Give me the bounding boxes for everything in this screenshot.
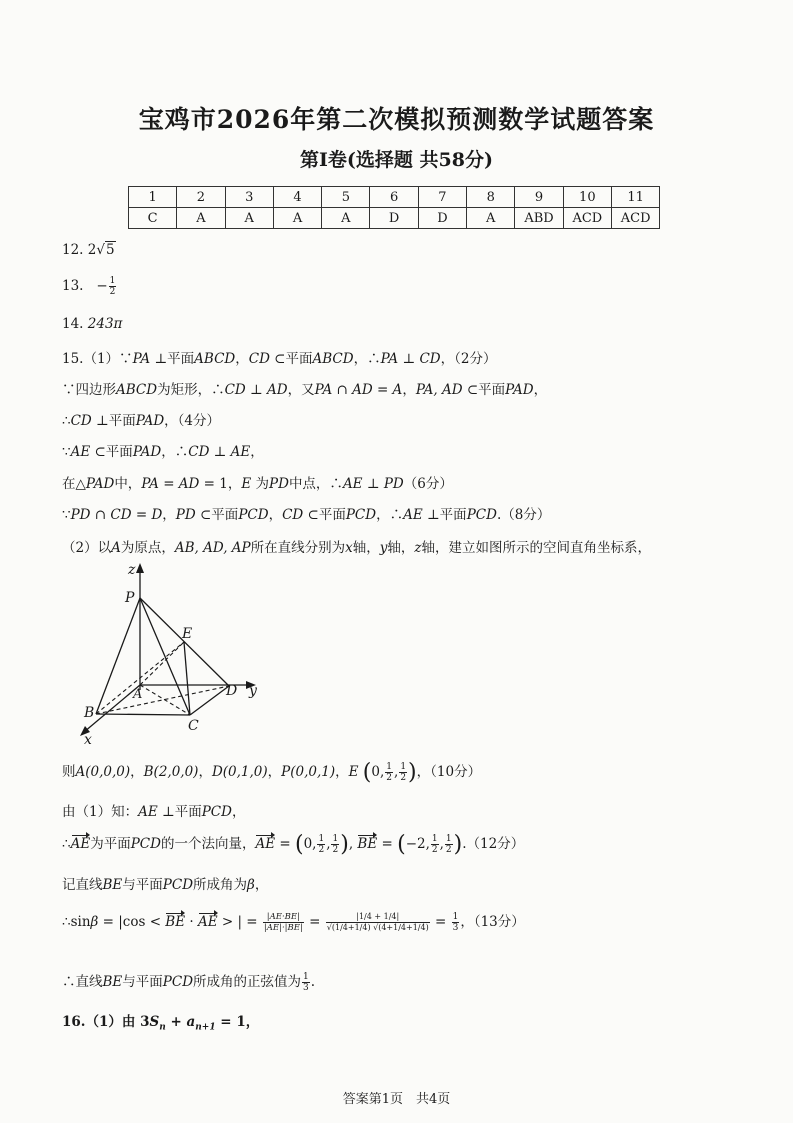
question-number: 12. [62,242,84,258]
table-cell: 11 [611,187,659,208]
known-line: 由（1）知：AE ⊥平面PCD， [62,804,246,820]
q15-line-2: ∵四边形ABCD为矩形，∴CD ⊥ AD，又PA ∩ AD = A，PA, AD ⊂平面PAD， [62,382,548,398]
answer-13 [62,276,117,297]
section-title: 第Ⅰ卷(选择题 共58分) [300,149,493,171]
table-cell: A [322,208,370,229]
question-number: 13. [62,278,84,294]
q15-line-1: 15.（1）∵PA ⊥平面ABCD，CD ⊂平面ABCD，∴PA ⊥ CD，（2分） [62,351,497,367]
fraction: $\frac{1}{2}$ [109,276,116,297]
table-row-numbers [129,187,660,208]
label-B: B [84,705,95,721]
label-E: E [182,626,193,642]
q15-line-3: ∴CD ⊥平面PAD，（4分） [62,413,221,429]
label-x: x [84,732,92,745]
q15-line-5: 在△PAD中，PA = AD = 1，E 为PD中点，∴AE ⊥ PD（6分） [62,476,453,492]
sign: − [96,278,108,294]
edge-PC [140,598,193,715]
answer-12: 12. 2√5 [62,242,115,258]
label-z: z [128,562,136,578]
normal-vector-line: ∴AE为平面PCD的一个法向量，AE = (0, $\frac{1}{2}$ , $\frac{1}{2}$ ), BE = (−2, $\frac{1}{2}$ , $\frac{1}{2}$ ).（12分） [62,832,525,857]
answer-table [128,186,660,229]
table-cell: D [370,208,418,229]
label-P: P [125,590,135,606]
table-cell: 10 [563,187,611,208]
q15-line-4: ∵AE ⊂平面PAD，∴CD ⊥ AE， [62,444,264,460]
table-cell: C [129,208,177,229]
answer-value: 243π [87,316,123,332]
label-y: y [249,683,257,699]
table-cell: ACD [611,208,659,229]
page-title: 宝鸡市2026年第二次模拟预测数学试题答案 [138,105,655,134]
answer-value: 2 [87,242,97,258]
segment-BD [96,686,229,714]
answer-14 [62,316,122,332]
table-cell: ABD [515,208,563,229]
table-cell: 6 [370,187,418,208]
edge-BC [96,714,190,715]
table-cell: 3 [225,187,273,208]
q15-line-6: ∵PD ∩ CD = D，PD ⊂平面PCD，CD ⊂平面PCD，∴AE ⊥平面PCD.（8分） [62,507,551,523]
table-cell: 9 [515,187,563,208]
question-number: 14. [62,316,84,332]
table-cell: A [467,208,515,229]
angle-line: 记直线BE与平面PCD所成角为β， [62,877,269,893]
table-cell: A [273,208,321,229]
label-A: A [133,687,143,702]
q16-line-1: 16.（1）由 $3S_n + a_{n+1} = 1$， [62,1014,260,1033]
table-cell: 8 [467,187,515,208]
table-cell: 1 [129,187,177,208]
label-C: C [188,718,199,734]
z-arrow-icon [136,563,144,573]
table-cell: 4 [273,187,321,208]
coordinates-line: 则A(0,0,0)，B(2,0,0)，D(0,1,0)，P(0,0,1)，E (0, $\frac{1}{2}$ , $\frac{1}{2}$ )，（10分） [62,760,482,785]
table-cell: D [418,208,466,229]
table-cell: ACD [563,208,611,229]
table-cell: 2 [177,187,225,208]
table-cell: A [177,208,225,229]
table-cell: 7 [418,187,466,208]
table-row-answers [129,208,660,229]
label-D: D [226,683,238,699]
table-cell: A [225,208,273,229]
pyramid-diagram [72,560,272,745]
sine-computation-line: ∴sinβ = |cos < BE · AE > | = $\frac{|AE\cdot BE|}{|AE|\cdot|BE|}$ = $\frac{|1/4 + 1/4|}{√(1/4+1/4) √(4+1/4+1/4)}$ = $\frac{1}{3}$ ，（13分） [62,912,525,933]
segment-AC [140,685,190,715]
conclusion-line: ∴直线BE与平面PCD所成角的正弦值为 $\frac{1}{3}$ . [62,972,316,993]
radicand: 5 [105,242,115,258]
page-footer: 答案第1页 共4页 [342,1092,451,1107]
q15-line-7: （2）以A为原点，AB, AD, AP所在直线分别为x轴，y轴，z轴，建立如图所示的空间直角坐标系， [62,540,651,556]
table-cell: 5 [322,187,370,208]
